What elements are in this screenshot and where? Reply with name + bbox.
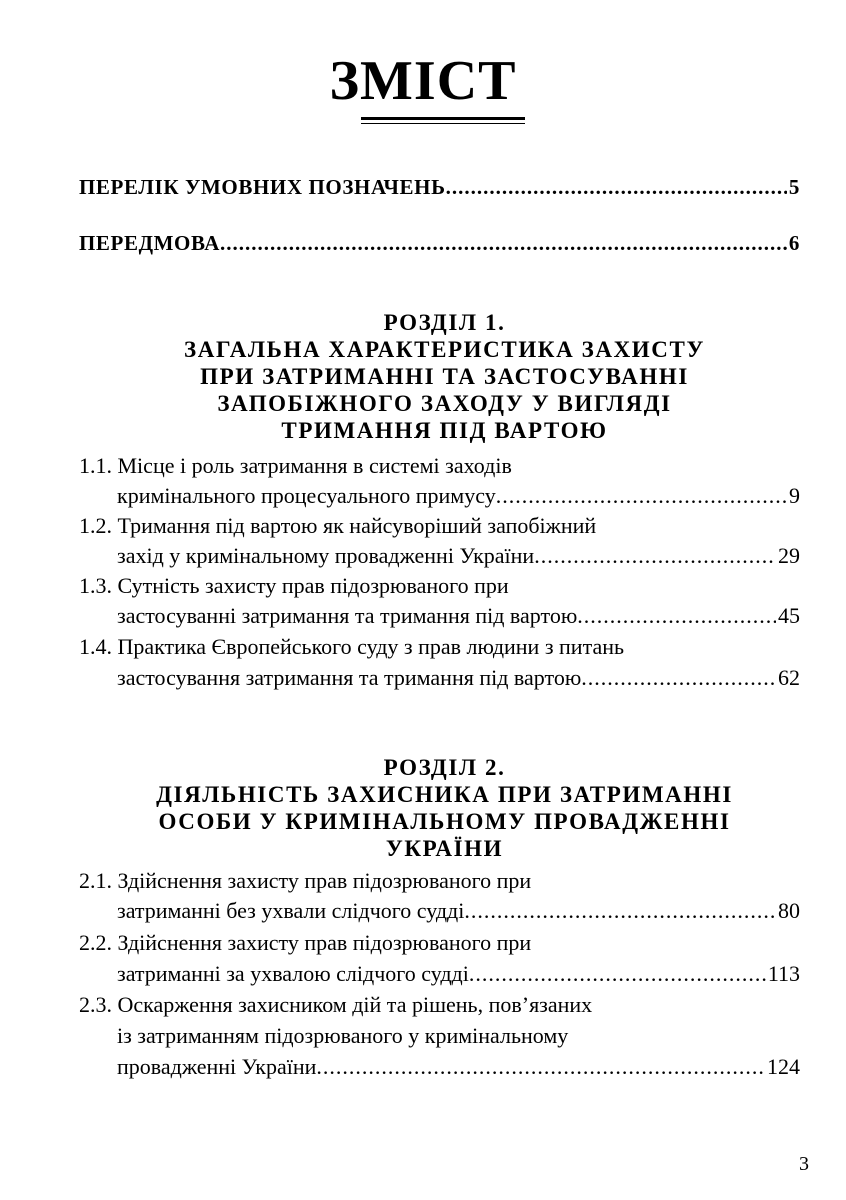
toc-entry-label: ПЕРЕДМОВА — [79, 231, 221, 255]
toc-entry-page: 9 — [789, 483, 800, 508]
page-number: 3 — [799, 1153, 809, 1175]
dot-leader — [534, 541, 776, 571]
section-heading-line: ТРИМАННЯ ПІД ВАРТОЮ — [281, 418, 608, 443]
dot-leader — [316, 1052, 765, 1082]
section-heading-line: РОЗДІЛ 2. — [383, 755, 506, 780]
toc-entry-label: ПЕРЕЛІК УМОВНИХ ПОЗНАЧЕНЬ — [79, 175, 446, 199]
toc-entry-foreword[interactable] — [79, 228, 800, 258]
section-heading-line: ЗАГАЛЬНА ХАРАКТЕРИСТИКА ЗАХИСТУ — [184, 337, 705, 362]
toc-entry-page: 45 — [778, 603, 800, 628]
section-heading-line: УКРАЇНИ — [385, 836, 504, 861]
title-underline-thin — [361, 123, 525, 124]
toc-entry-label: затриманні без ухвали слідчого судді — [117, 898, 465, 923]
toc-entry-1-1-first-line[interactable]: 1.1. Місце і роль затримання в системі заходів — [79, 453, 512, 478]
toc-entry-page: 62 — [778, 665, 800, 690]
dot-leader — [469, 959, 766, 989]
toc-entry-page: 29 — [778, 543, 800, 568]
dot-leader — [464, 896, 776, 926]
toc-entry-page: 113 — [767, 961, 800, 986]
section-heading-line: ДІЯЛЬНІСТЬ ЗАХИСНИКА ПРИ ЗАТРИМАННІ — [156, 782, 733, 807]
toc-entry-label: застосуванні затримання та тримання під вартою — [117, 603, 578, 628]
section-2-heading — [79, 754, 810, 862]
toc-entry-2-3-first-line[interactable]: 2.3. Оскарження захисником дій та рішень, пов’язаних — [79, 992, 593, 1017]
toc-entry-1-4[interactable] — [117, 663, 800, 693]
toc-entry-1-2-first-line[interactable]: 1.2. Тримання під вартою як найсуворіший запобіжний — [79, 513, 597, 538]
toc-entry-2-2[interactable] — [117, 959, 800, 989]
toc-entry-page: 124 — [767, 1054, 800, 1079]
section-heading-line: ЗАПОБІЖНОГО ЗАХОДУ У ВИГЛЯДІ — [217, 391, 672, 416]
toc-entry-page: 5 — [788, 175, 800, 199]
section-heading-line: РОЗДІЛ 1. — [383, 310, 506, 335]
section-heading-line: ПРИ ЗАТРИМАННІ ТА ЗАСТОСУВАННІ — [200, 364, 689, 389]
toc-entry-2-1-first-line[interactable]: 2.1. Здійснення захисту прав підозрюваного при — [79, 868, 532, 893]
toc-entry-1-3[interactable] — [117, 601, 800, 631]
title-underline — [361, 117, 525, 120]
toc-entry-page: 6 — [788, 231, 800, 255]
toc-entry-label: затриманні за ухвалою слідчого судді — [117, 961, 469, 986]
section-1-heading — [79, 309, 810, 444]
dot-leader — [220, 228, 787, 258]
toc-entry-page: 80 — [778, 898, 800, 923]
toc-entry-2-2-first-line[interactable]: 2.2. Здійснення захисту прав підозрюваного при — [79, 930, 532, 955]
toc-entry-1-4-first-line[interactable]: 1.4. Практика Європейського суду з прав людини з питань — [79, 634, 625, 659]
page-title: ЗМІСТ — [329, 50, 517, 112]
toc-entry-1-3-first-line[interactable]: 1.3. Сутність захисту прав підозрюваного при — [79, 573, 509, 598]
toc-entry-2-3-second-line[interactable]: із затриманням підозрюваного у кримінальному — [117, 1023, 569, 1048]
dot-leader — [496, 481, 787, 511]
toc-entry-2-3[interactable] — [117, 1052, 800, 1082]
toc-entry-label: кримінального процесуального примусу — [117, 483, 496, 508]
dot-leader — [581, 663, 776, 693]
toc-entry-abbreviations[interactable] — [79, 172, 800, 202]
toc-entry-label: провадженні України — [117, 1054, 317, 1079]
toc-entry-label: захід у кримінальному провадженні України — [117, 543, 535, 568]
dot-leader — [446, 172, 787, 202]
section-heading-line: ОСОБИ У КРИМІНАЛЬНОМУ ПРОВАДЖЕННІ — [158, 809, 731, 834]
dot-leader — [577, 601, 776, 631]
toc-entry-label: застосування затримання та тримання під вартою — [117, 665, 582, 690]
toc-entry-1-1[interactable] — [117, 481, 800, 511]
toc-entry-2-1[interactable] — [117, 896, 800, 926]
toc-entry-1-2[interactable] — [117, 541, 800, 571]
